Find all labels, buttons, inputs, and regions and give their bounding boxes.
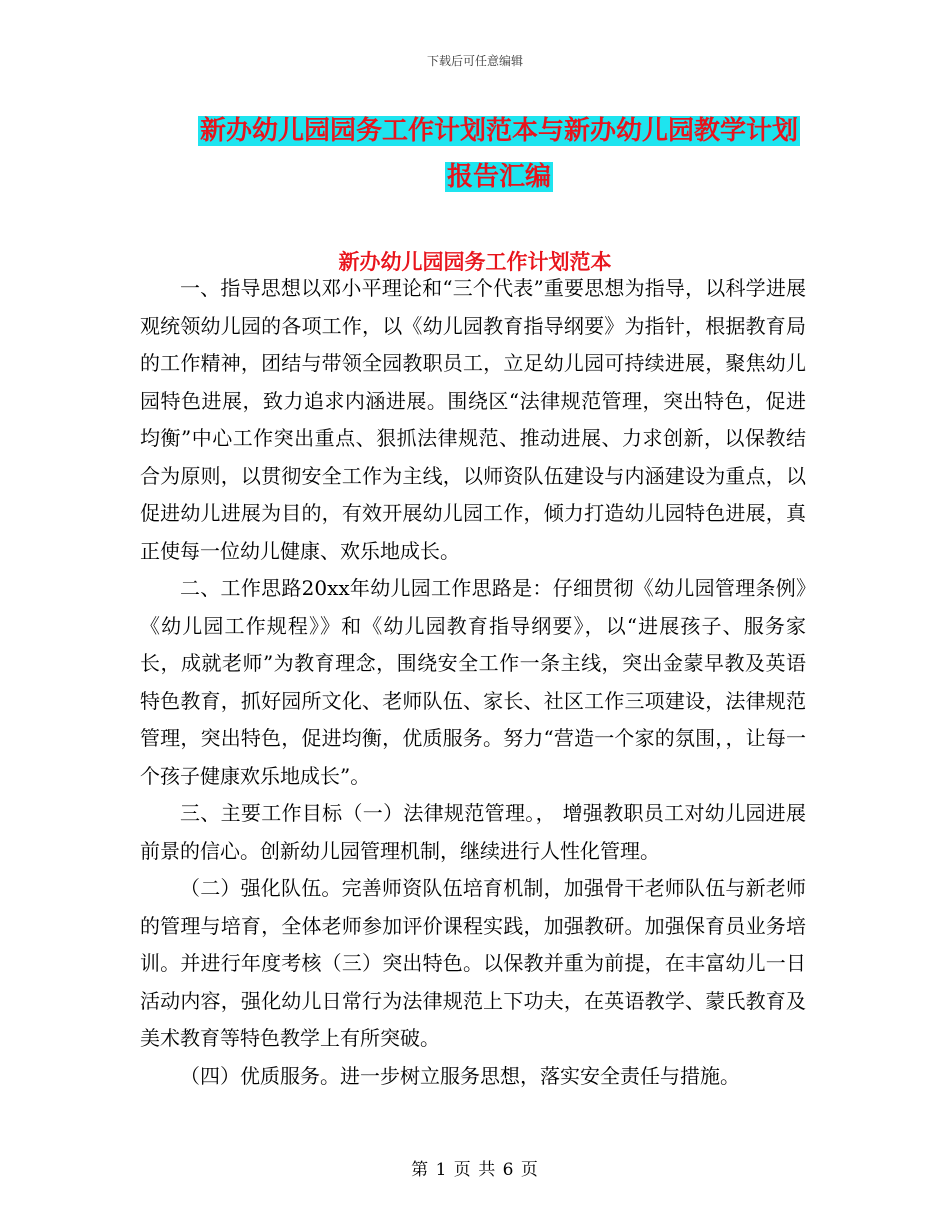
document-title-line-2: 报告汇编 [446, 162, 551, 192]
page-footer: 第 1 页 共 6 页 [411, 1160, 539, 1180]
paragraph-guiding-ideology: 一、指导思想以邓小平理论和“三个代表”重要思想为指导，以科学进展观统领幼儿园的各项工作，以《幼儿园教育指导纲要》为指针，根据教育局的工作精神，团结与带领全园教职员工，立足幼儿园可持续进展，聚焦幼儿园特色进展，致力追求内涵进展。围绕区“法律规范管理，突出特色，促进均衡”中心工作突出重点、狠抓法律规范、推动进展、力求创新，以保教结合为原则，以贯彻安全工作为主线，以师资队伍建设与内涵建设为重点，以促进幼儿进展为目的，有效开展幼儿园工作，倾力打造幼儿园特色进展，真正使每一位幼儿健康、欢乐地成长。 [140, 276, 806, 563]
document-title-line-1: 新办幼儿园园务工作计划范本与新办幼儿园教学计划 [199, 116, 798, 146]
document-title [188, 108, 810, 200]
paragraph-strengthen-team: （二）强化队伍。完善师资队伍培育机制，加强骨干老师队伍与新老师的管理与培育，全体老师参加评价课程实践，加强教研。加强保育员业务培训。并进行年度考核（三）突出特色。以保教并重为前提，在丰富幼儿一日活动内容，强化幼儿日常行为法律规范上下功夫，在英语教学、蒙氏教育及美术教育等特色教学上有所突破。 [140, 876, 806, 1050]
paragraph-work-approach: 二、工作思路20xx年幼儿园工作思路是：仔细贯彻《幼儿园管理条例》《幼儿园工作规程》》和《幼儿园教育指导纲要》，以“进展孩子、服务家长，成就老师”为教育理念，围绕安全工作一条主线，突出金蒙早教及英语特色教育，抓好园所文化、老师队伍、家长、社区工作三项建设，法律规范管理，突出特色，促进均衡，优质服务。努力“营造一个家的氛围，，让每一个孩子健康欢乐地成长”。 [140, 576, 806, 788]
section-title: 新办幼儿园园务工作计划范本 [338, 250, 612, 274]
paragraph-main-goals: 三、主要工作目标（一）法律规范管理。， 增强教职员工对幼儿园进展前景的信心。创新幼儿园管理机制，继续进行人性化管理。 [140, 801, 806, 863]
body-text [140, 270, 806, 1095]
paragraph-quality-service: （四）优质服务。进一步树立服务思想，落实安全责任与措施。 [180, 1063, 740, 1088]
header-note: 下载后可任意编辑 [426, 54, 523, 68]
